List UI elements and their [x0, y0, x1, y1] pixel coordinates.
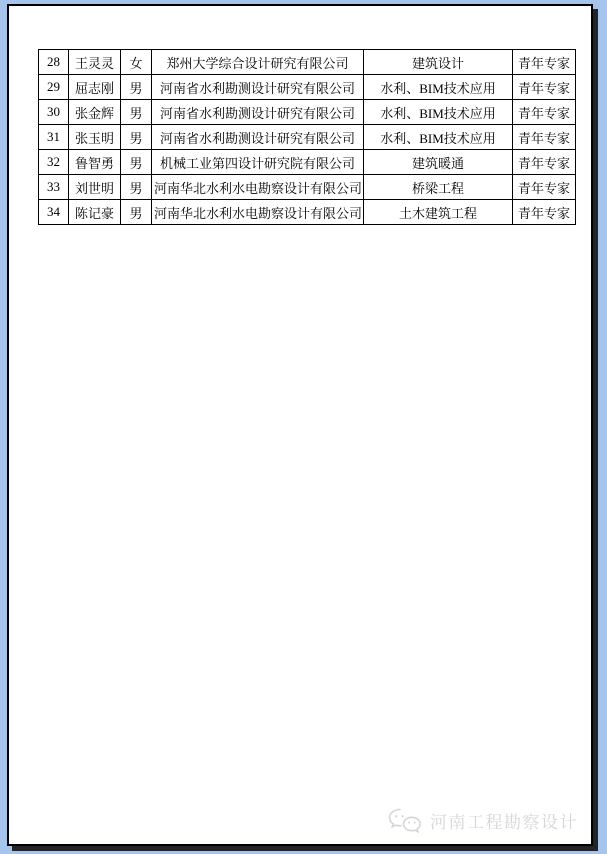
- cell-gender: 男: [121, 125, 152, 150]
- cell-gender: 男: [121, 150, 152, 175]
- cell-name: 王灵灵: [69, 50, 121, 75]
- cell-gender: 男: [121, 75, 152, 100]
- cell-name: 鲁智勇: [69, 150, 121, 175]
- cell-title: 青年专家: [513, 50, 576, 75]
- cell-company: 河南省水利勘测设计研究有限公司: [152, 100, 364, 125]
- cell-company: 郑州大学综合设计研究有限公司: [152, 50, 364, 75]
- cell-company: 河南省水利勘测设计研究有限公司: [152, 75, 364, 100]
- cell-name: 陈记豪: [69, 200, 121, 225]
- cell-specialty: 水利、BIM技术应用: [364, 125, 513, 150]
- watermark: [388, 808, 578, 833]
- cell-number: 28: [39, 50, 69, 75]
- table-row: [39, 50, 576, 75]
- document-page: [7, 4, 593, 846]
- cell-number: 34: [39, 200, 69, 225]
- wechat-icon: [388, 808, 421, 833]
- cell-specialty: 水利、BIM技术应用: [364, 75, 513, 100]
- cell-number: 30: [39, 100, 69, 125]
- cell-gender: 男: [121, 100, 152, 125]
- cell-gender: 男: [121, 200, 152, 225]
- cell-title: 青年专家: [513, 75, 576, 100]
- cell-number: 32: [39, 150, 69, 175]
- experts-table: [38, 49, 576, 225]
- cell-company: 河南华北水利水电勘察设计有限公司: [152, 175, 364, 200]
- cell-specialty: 水利、BIM技术应用: [364, 100, 513, 125]
- table-row: [39, 150, 576, 175]
- cell-name: 张玉明: [69, 125, 121, 150]
- cell-gender: 男: [121, 175, 152, 200]
- cell-specialty: 建筑暖通: [364, 150, 513, 175]
- table-row: [39, 125, 576, 150]
- cell-title: 青年专家: [513, 125, 576, 150]
- cell-title: 青年专家: [513, 100, 576, 125]
- cell-name: 刘世明: [69, 175, 121, 200]
- cell-company: 河南省水利勘测设计研究有限公司: [152, 125, 364, 150]
- cell-title: 青年专家: [513, 175, 576, 200]
- cell-specialty: 土木建筑工程: [364, 200, 513, 225]
- cell-name: 屈志刚: [69, 75, 121, 100]
- cell-name: 张金辉: [69, 100, 121, 125]
- cell-number: 33: [39, 175, 69, 200]
- cell-company: 河南华北水利水电勘察设计有限公司: [152, 200, 364, 225]
- cell-title: 青年专家: [513, 150, 576, 175]
- cell-specialty: 桥梁工程: [364, 175, 513, 200]
- table-row: [39, 75, 576, 100]
- table-row: [39, 175, 576, 200]
- cell-number: 31: [39, 125, 69, 150]
- cell-company: 机械工业第四设计研究院有限公司: [152, 150, 364, 175]
- cell-number: 29: [39, 75, 69, 100]
- cell-gender: 女: [121, 50, 152, 75]
- table-row: [39, 200, 576, 225]
- cell-title: 青年专家: [513, 200, 576, 225]
- watermark-text: 河南工程勘察设计: [430, 813, 578, 832]
- cell-specialty: 建筑设计: [364, 50, 513, 75]
- table-row: [39, 100, 576, 125]
